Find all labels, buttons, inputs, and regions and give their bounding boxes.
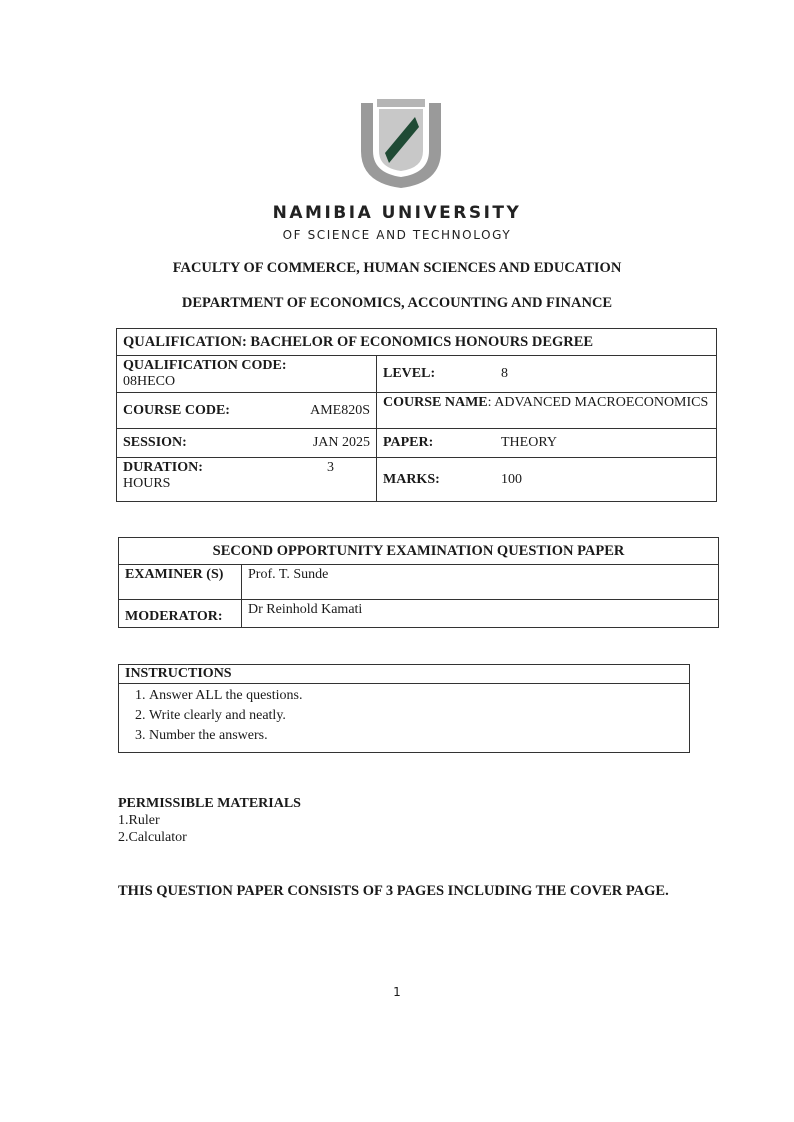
permissible-title: PERMISSIBLE MATERIALS [118, 796, 301, 811]
nust-shield-logo-icon [357, 95, 445, 190]
marks-label: MARKS: [383, 471, 440, 487]
exam-title-cell: SECOND OPPORTUNITY EXAMINATION QUESTION PAPER [119, 538, 719, 565]
qualification-cell: QUALIFICATION: BACHELOR OF ECONOMICS HONOURS DEGREE [117, 329, 717, 356]
marks-value: 100 [501, 471, 522, 487]
instruction-item: 2. Write clearly and neatly. [149, 706, 689, 726]
qualification-code-label: QUALIFICATION CODE: [123, 358, 287, 373]
page-count-note: THIS QUESTION PAPER CONSISTS OF 3 PAGES INCLUDING THE COVER PAGE. [118, 883, 669, 899]
university-subtitle: OF SCIENCE AND TECHNOLOGY [282, 228, 512, 242]
permissible-materials [118, 795, 301, 846]
examination-table [118, 537, 719, 628]
university-name: NAMIBIA UNIVERSITY [272, 203, 522, 223]
level-cell [377, 356, 717, 393]
examiner-value: Prof. T. Sunde [242, 565, 719, 600]
marks-cell [377, 458, 717, 502]
instructions-list [119, 686, 689, 746]
instruction-item: 1. Answer ALL the questions. [149, 686, 689, 706]
qualification-code-value: 08HECO [123, 374, 176, 389]
course-code-label: COURSE CODE: [123, 402, 230, 418]
instructions-box [118, 664, 690, 753]
instructions-title: INSTRUCTIONS [119, 665, 689, 684]
duration-cell [117, 458, 377, 502]
duration-label: DURATION: [123, 460, 203, 475]
moderator-value: Dr Reinhold Kamati [242, 600, 719, 628]
paper-cell [377, 429, 717, 458]
qualification-code-cell [117, 356, 377, 393]
course-code-value: AME820S [310, 402, 370, 418]
moderator-label: MODERATOR: [119, 600, 242, 628]
course-name-cell [377, 393, 717, 429]
course-details-table [116, 328, 717, 502]
page-number: 1 [393, 985, 401, 999]
permissible-item: 2.Calculator [118, 830, 187, 845]
faculty-heading: FACULTY OF COMMERCE, HUMAN SCIENCES AND EDUCATION [172, 260, 622, 276]
duration-unit: HOURS [123, 476, 171, 491]
duration-value: 3 [327, 460, 334, 475]
session-cell [117, 429, 377, 458]
session-value: JAN 2025 [312, 435, 370, 450]
session-label: SESSION: [123, 435, 187, 450]
department-heading: DEPARTMENT OF ECONOMICS, ACCOUNTING AND FINANCE [181, 295, 613, 311]
paper-label: PAPER: [383, 435, 434, 450]
course-name-value: : ADVANCED MACROECONOMICS [487, 395, 709, 410]
university-logo [357, 95, 445, 190]
permissible-item: 1.Ruler [118, 813, 160, 828]
examiner-label: EXAMINER (S) [119, 565, 242, 600]
level-label: LEVEL: [383, 366, 436, 381]
paper-value: THEORY [501, 435, 557, 450]
instruction-item: 3. Number the answers. [149, 726, 689, 746]
course-code-cell [117, 393, 377, 429]
course-name-label: COURSE NAME [383, 395, 488, 410]
level-value: 8 [501, 366, 508, 381]
